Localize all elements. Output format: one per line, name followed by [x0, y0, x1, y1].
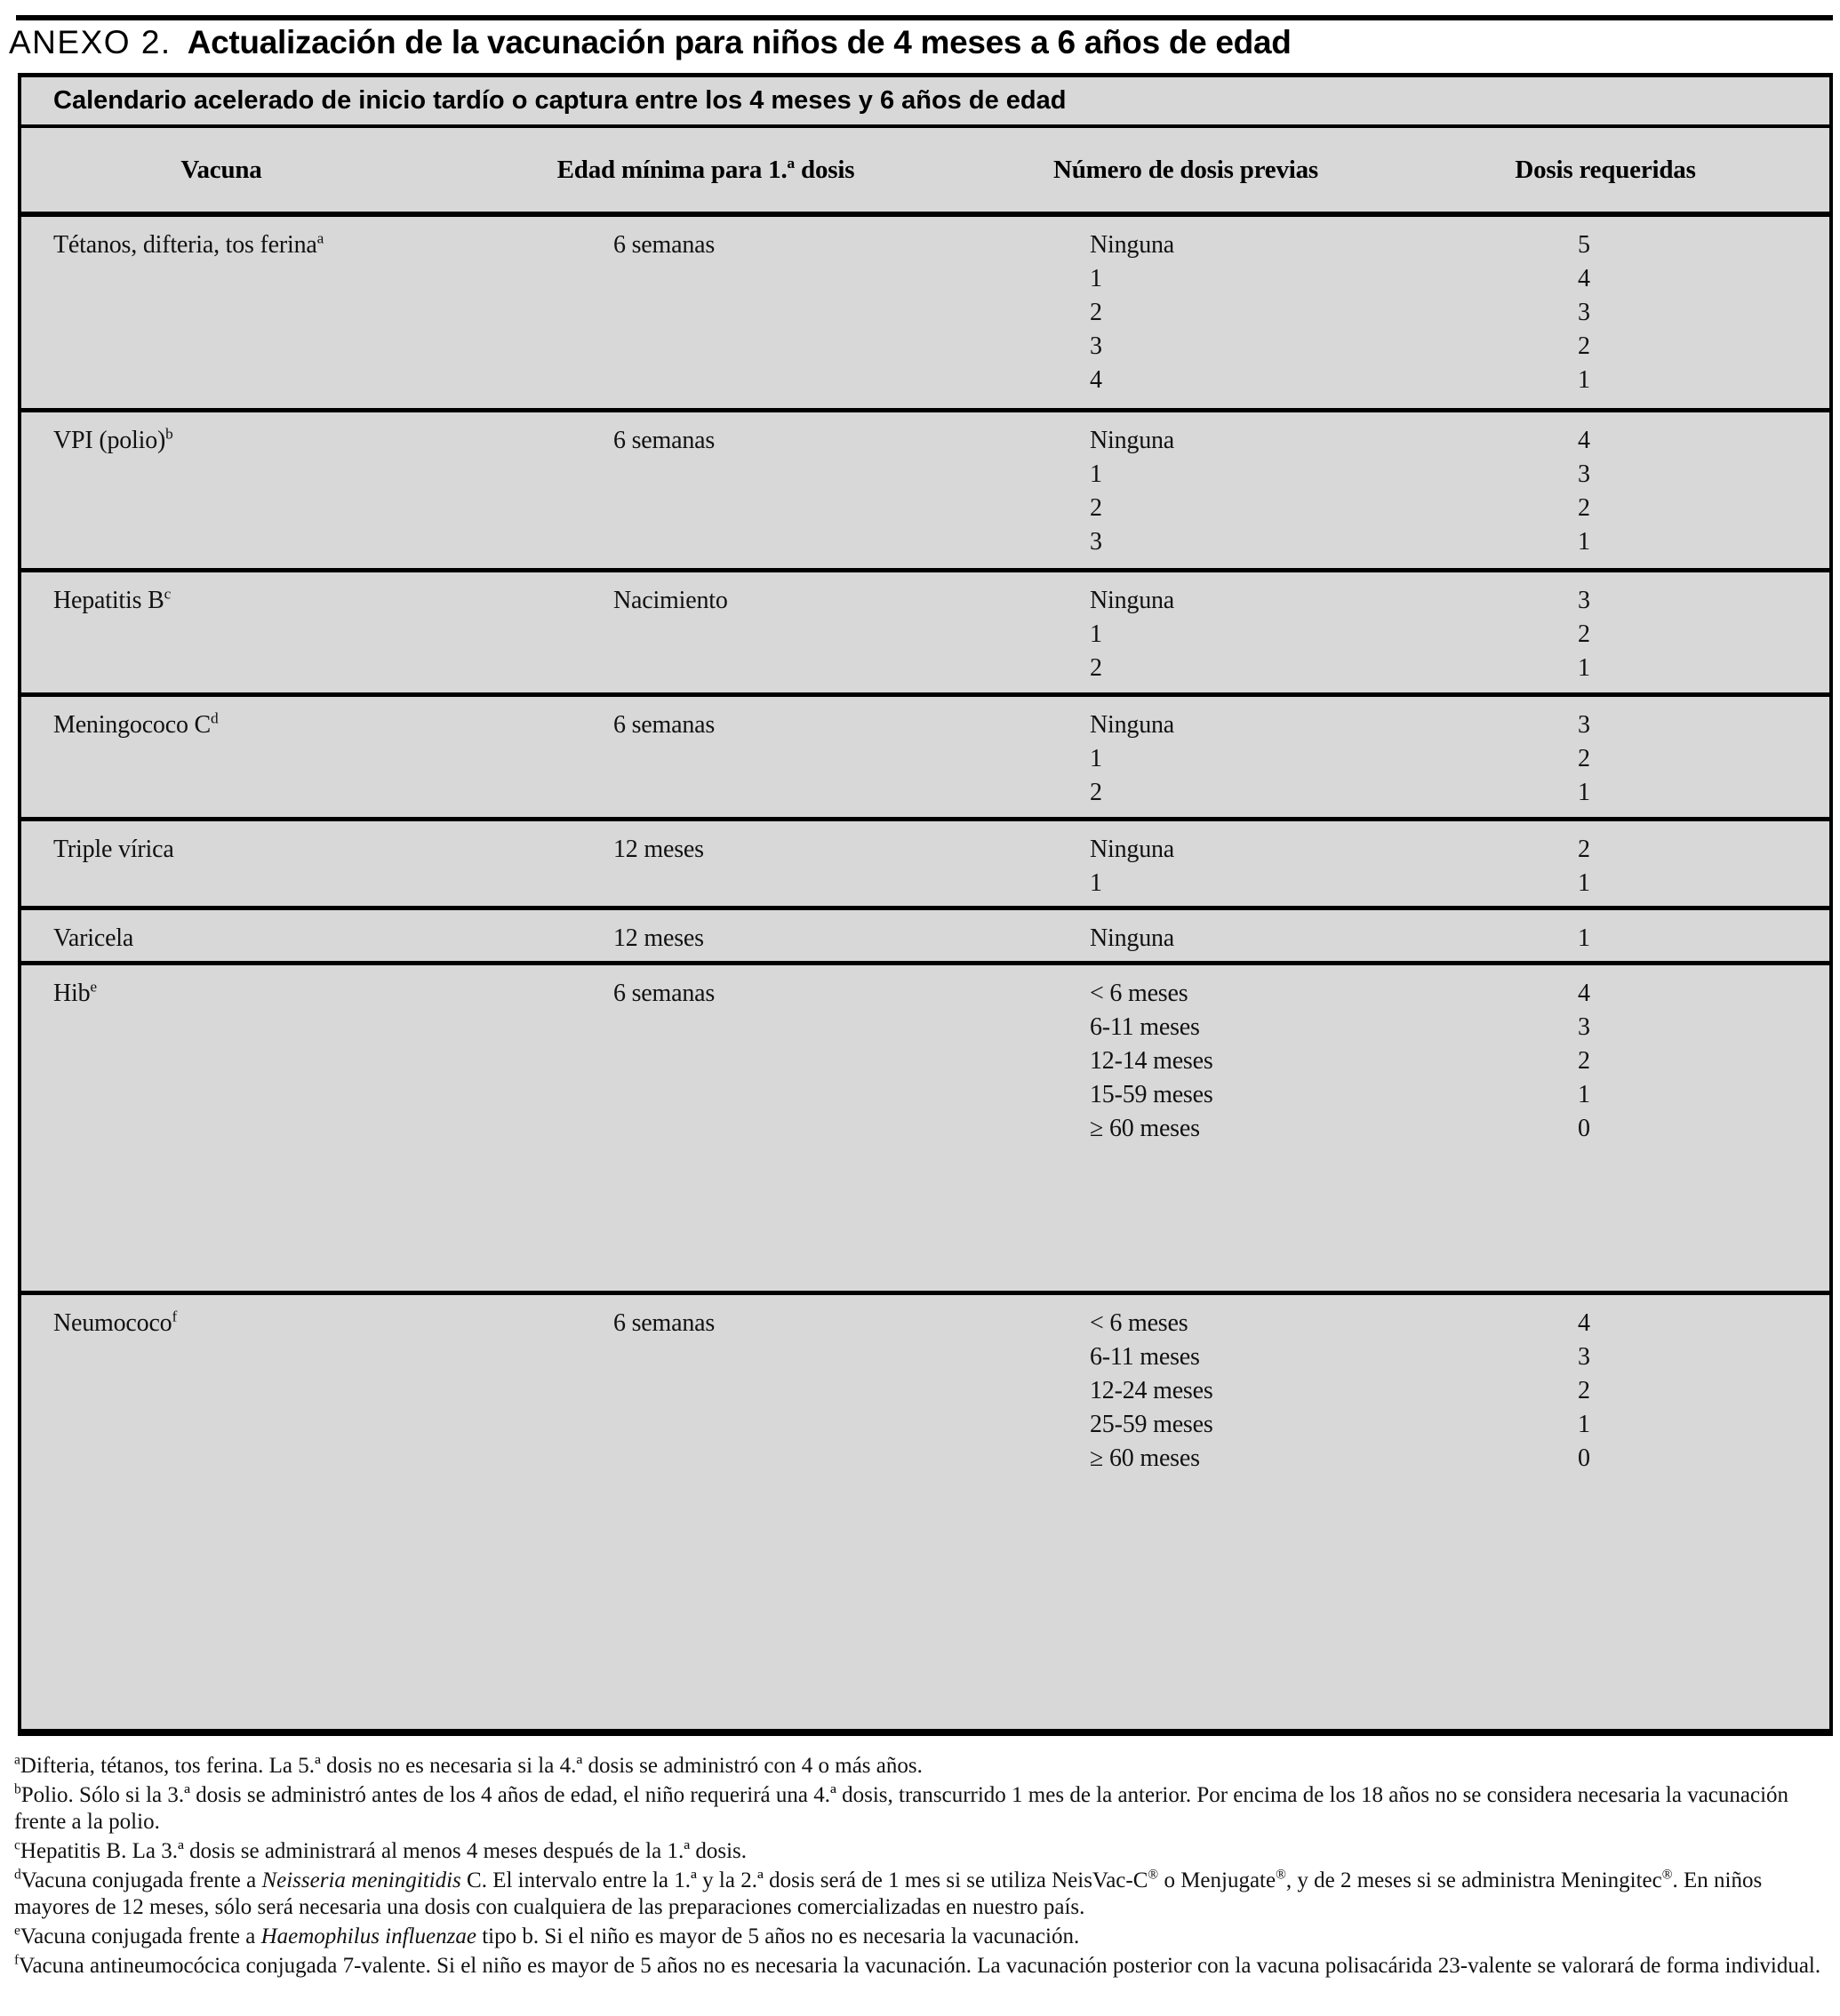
vaccination-table	[18, 73, 1833, 1736]
footnote-marker: e	[14, 1923, 20, 1939]
required-doses-value: 4	[1578, 265, 1590, 292]
previous-doses-value: 3	[1090, 332, 1102, 360]
table-caption-text: Calendario acelerado de inicio tardío o captura entre los 4 meses y 6 años de edad	[53, 86, 1067, 115]
previous-doses-value: 15-59 meses	[1090, 1081, 1213, 1108]
previous-doses-value: 2	[1090, 779, 1102, 806]
required-doses-value: 2	[1578, 494, 1590, 522]
previous-doses-value: Ninguna	[1090, 924, 1175, 952]
min-age-cell: 12 meses	[613, 836, 704, 863]
footnote-marker: b	[165, 425, 173, 443]
table-row	[21, 817, 1829, 906]
footnote-marker: a	[316, 229, 324, 247]
required-doses-value: 2	[1578, 1047, 1590, 1075]
previous-doses-value: Ninguna	[1090, 427, 1175, 454]
column-header-vacuna: Vacuna	[180, 155, 262, 184]
column-header-edad-minima: Edad mínima para 1.ª dosis	[556, 155, 855, 184]
required-doses-value: 0	[1578, 1115, 1590, 1142]
column-header-dosis-previas: Número de dosis previas	[1052, 155, 1319, 184]
previous-doses-cell	[990, 1295, 1381, 1689]
footnote-marker: f	[172, 1308, 178, 1325]
previous-doses-value: Ninguna	[1090, 711, 1175, 739]
min-age-cell: Nacimiento	[613, 587, 728, 614]
previous-doses-value: Ninguna	[1090, 587, 1175, 614]
required-doses-value: 3	[1578, 1013, 1590, 1041]
footnote-marker: f	[14, 1952, 20, 1968]
previous-doses-cell	[990, 965, 1381, 1291]
vaccine-name-cell: Neumococo$^f$	[53, 1308, 178, 1337]
required-doses-value: 2	[1578, 745, 1590, 772]
table-row	[21, 692, 1829, 817]
required-doses-value: 0	[1578, 1444, 1590, 1472]
table-row	[21, 568, 1829, 692]
vaccine-name-cell: Varicela	[53, 924, 134, 952]
required-doses-value: 3	[1578, 299, 1590, 326]
required-doses-cell	[1381, 217, 1829, 408]
required-doses-value: 3	[1578, 587, 1590, 614]
previous-doses-cell	[990, 697, 1381, 817]
footnote-b: $^b$Polio. Sólo si la 3.ª dosis se administró antes de los 4 años de edad, el niño requerirá una 4.ª dosis, transcurrido 1 mes de la anterior. Por encima de los 18 años no se considera necesaria la vacunación frente a la polio.	[14, 1781, 1789, 1834]
previous-doses-cell	[990, 412, 1381, 568]
footnotes	[14, 1753, 1833, 1982]
required-doses-value: 4	[1578, 980, 1590, 1007]
required-doses-value: 3	[1578, 711, 1590, 739]
page-title	[9, 23, 1292, 62]
vaccine-name-cell: Hepatitis $B^c$	[53, 585, 172, 614]
min-age-cell: 12 meses	[613, 924, 704, 952]
required-doses-value: 1	[1578, 779, 1590, 806]
previous-doses-cell	[990, 821, 1381, 906]
required-doses-value: 1	[1578, 366, 1590, 394]
required-doses-value: 1	[1578, 924, 1590, 952]
table-row	[21, 1291, 1829, 1689]
previous-doses-value: 1	[1090, 460, 1102, 488]
table-row	[21, 906, 1829, 961]
previous-doses-cell	[990, 217, 1381, 408]
previous-doses-value: 2	[1090, 494, 1102, 522]
previous-doses-value: 6-11 meses	[1090, 1343, 1200, 1371]
footnote-marker: d	[14, 1867, 21, 1883]
previous-doses-value: 1	[1090, 745, 1102, 772]
footnote-marker: c	[14, 1837, 20, 1853]
required-doses-cell	[1381, 412, 1829, 568]
required-doses-value: 2	[1578, 332, 1590, 360]
required-doses-value: 1	[1578, 1081, 1590, 1108]
vaccine-name-cell: Triple vírica	[53, 836, 174, 863]
required-doses-cell	[1381, 821, 1829, 906]
previous-doses-value: 1	[1090, 869, 1102, 897]
required-doses-value: 5	[1578, 231, 1590, 259]
min-age-cell: 6 semanas	[613, 980, 716, 1007]
title-text: Actualización de la vacunación para niños de 4 meses a 6 años de edad	[187, 24, 1292, 60]
required-doses-cell	[1381, 697, 1829, 817]
vaccine-name-cell: Hib$^e$	[53, 978, 97, 1007]
previous-doses-value: 3	[1090, 528, 1102, 556]
footnote-marker: c	[164, 585, 172, 603]
required-doses-value: 1	[1578, 1411, 1590, 1438]
previous-doses-value: 25-59 meses	[1090, 1411, 1213, 1438]
previous-doses-value: 4	[1090, 366, 1102, 394]
previous-doses-value: < 6 meses	[1090, 980, 1188, 1007]
table-row	[21, 217, 1829, 408]
required-doses-cell	[1381, 910, 1829, 961]
footnote-e: $^e$Vacuna conjugada frente a Haemophilus influenzae tipo b. Si el niño es mayor de 5 años no es necesaria la vacunación.	[14, 1923, 1080, 1948]
vaccine-name-cell: Meningococo $C^d$	[53, 709, 219, 739]
required-doses-value: 2	[1578, 836, 1590, 863]
required-doses-value: 1	[1578, 654, 1590, 682]
required-doses-value: 3	[1578, 460, 1590, 488]
table-header-row	[21, 128, 1829, 217]
annex-label: ANEXO 2.	[9, 24, 172, 60]
min-age-cell: 6 semanas	[613, 427, 716, 454]
min-age-cell: 6 semanas	[613, 1309, 716, 1337]
footnote-marker: b	[14, 1781, 21, 1797]
required-doses-value: 4	[1578, 1309, 1590, 1337]
required-doses-value: 3	[1578, 1343, 1590, 1371]
required-doses-value: 1	[1578, 869, 1590, 897]
table-body	[21, 217, 1829, 1689]
table-caption	[21, 77, 1829, 128]
min-age-cell: 6 semanas	[613, 711, 716, 739]
footnote-marker: e	[90, 978, 97, 996]
footnote-f: $^f$Vacuna antineumocócica conjugada 7-valente. Si el niño es mayor de 5 años no es necesaria la vacunación. La vacunación posterior con la vacuna polisacárida 23-valente se valorará de forma individual.	[14, 1952, 1821, 1978]
required-doses-value: 2	[1578, 1377, 1590, 1404]
previous-doses-value: ≥ 60 meses	[1090, 1115, 1200, 1142]
min-age-cell: 6 semanas	[613, 231, 716, 259]
previous-doses-value: ≥ 60 meses	[1090, 1444, 1200, 1472]
vaccine-name-cell: Tétanos, difteria, tos ferina$^a$	[53, 229, 324, 259]
previous-doses-value: 6-11 meses	[1090, 1013, 1200, 1041]
required-doses-cell	[1381, 1295, 1829, 1689]
previous-doses-value: 12-14 meses	[1090, 1047, 1213, 1075]
previous-doses-value: < 6 meses	[1090, 1309, 1188, 1337]
previous-doses-value: Ninguna	[1090, 836, 1175, 863]
previous-doses-value: 2	[1090, 299, 1102, 326]
footnote-d: $^d$Vacuna conjugada frente a Neisseria meningitidis C. El intervalo entre la 1.ª y la 2.ª dosis será de 1 mes si se utiliza NeisVac-C® o Menjugate®, y de 2 meses si se administra Meningitec®. En niños mayores de 12 meses, sólo será necesaria una dosis con cualquiera de las preparaciones comercializadas en nuestro país.	[14, 1867, 1763, 1919]
top-rule-divider	[16, 15, 1833, 20]
required-doses-value: 2	[1578, 620, 1590, 648]
required-doses-value: 1	[1578, 528, 1590, 556]
footnote-c: $^c$Hepatitis B. La 3.ª dosis se administrará al menos 4 meses después de la 1.ª dosis.	[14, 1837, 748, 1863]
previous-doses-value: 1	[1090, 265, 1102, 292]
previous-doses-value: 2	[1090, 654, 1102, 682]
previous-doses-cell	[990, 572, 1381, 692]
previous-doses-value: 12-24 meses	[1090, 1377, 1213, 1404]
vaccine-name-cell: VPI (polio)$^b$	[53, 425, 173, 454]
required-doses-cell	[1381, 572, 1829, 692]
footnote-a: $^a$Difteria, tétanos, tos ferina. La 5.ª dosis no es necesaria si la 4.ª dosis se administró con 4 o más años.	[14, 1752, 923, 1778]
previous-doses-value: Ninguna	[1090, 231, 1175, 259]
column-header-dosis-requeridas: Dosis requeridas	[1515, 155, 1696, 184]
footnote-marker: a	[14, 1752, 20, 1768]
required-doses-cell	[1381, 965, 1829, 1291]
previous-doses-value: 1	[1090, 620, 1102, 648]
required-doses-value: 4	[1578, 427, 1590, 454]
table-row	[21, 961, 1829, 1291]
footnote-marker: d	[211, 709, 219, 727]
table-row	[21, 408, 1829, 568]
previous-doses-cell	[990, 910, 1381, 961]
